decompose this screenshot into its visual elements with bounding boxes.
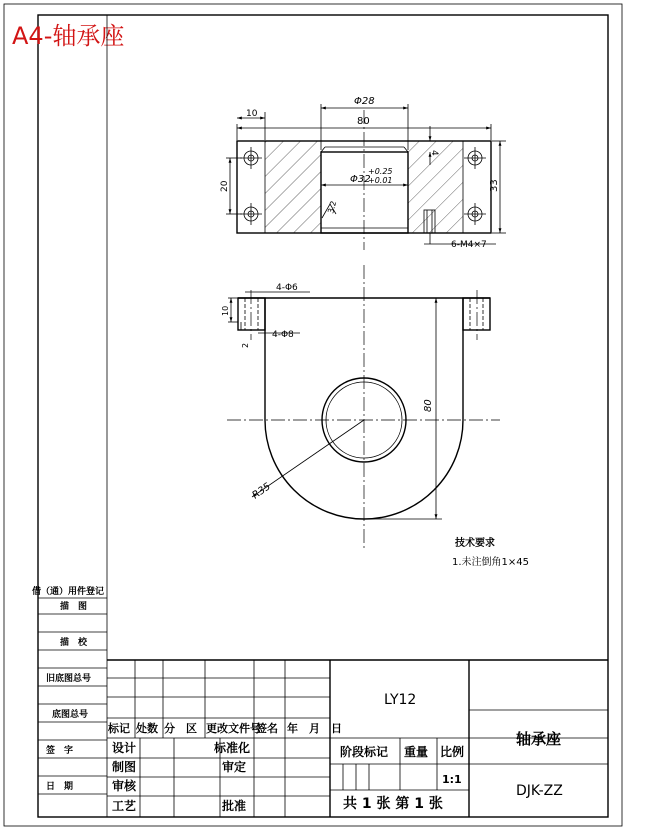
strip-row-sign: 签 字 — [46, 746, 74, 756]
part-name: 轴承座 — [516, 730, 562, 748]
role-draw: 制图 — [112, 760, 137, 774]
dim-w80: 80 — [357, 116, 370, 127]
rev-hdr-date: 年 月 日 — [287, 722, 342, 735]
material: LY12 — [384, 692, 417, 708]
left-binding-strip — [32, 15, 107, 817]
rev-hdr-zone: 分 区 — [164, 722, 197, 735]
dim-w10: 10 — [246, 109, 258, 119]
dim-side2: 2 — [241, 342, 250, 348]
dim-thread: 6-M4×7 — [451, 240, 487, 250]
strip-row-date: 日 期 — [46, 782, 74, 792]
rev-hdr-count: 处数 — [136, 722, 158, 735]
approve-label: 批准 — [222, 799, 247, 813]
stage-hdr: 阶段标记 — [340, 745, 389, 759]
std-label: 标准化 — [214, 741, 251, 755]
rev-hdr-doc: 更改文件号 — [206, 722, 261, 735]
rev-hdr-sign: 签名 — [256, 722, 278, 735]
dim-holes6: 4-Φ6 — [276, 283, 298, 293]
strip-row-trace-check: 描 校 — [60, 638, 88, 648]
title-block — [107, 660, 608, 817]
sheet-title: A4-轴承座 — [12, 22, 125, 50]
weight-hdr: 重量 — [404, 745, 429, 759]
strip-row-trace: 描 图 — [60, 602, 88, 612]
drawing-no: DJK-ZZ — [516, 783, 563, 799]
dim-holes8: 4-Φ8 — [272, 330, 294, 340]
strip-caption: 借（通）用件登记 — [32, 587, 105, 597]
dim-h80: 80 — [423, 399, 434, 412]
check-label: 审定 — [222, 760, 247, 774]
role-review: 审核 — [112, 779, 137, 793]
dim-h20: 20 — [220, 180, 230, 192]
strip-row-old-no: 旧底图总号 — [46, 674, 92, 684]
dim-r35: R35 — [250, 481, 273, 502]
rev-hdr-mark: 标记 — [108, 722, 130, 735]
sheet-info: 共 1 张 第 1 张 — [343, 796, 443, 812]
dim-h4: 4 — [429, 150, 439, 156]
role-process: 工艺 — [112, 799, 137, 813]
dim-h33: 33 — [489, 179, 500, 192]
dim-d28: Φ28 — [354, 96, 375, 107]
outer-frame — [4, 4, 622, 826]
roughness-mark: 3.2 — [326, 199, 339, 215]
scale-hdr: 比例 — [440, 745, 465, 759]
dim-tol-lower: +0.01 — [368, 176, 393, 185]
front-view — [227, 265, 500, 550]
dim-bore: Φ32 — [350, 174, 371, 185]
scale-value: 1:1 — [442, 773, 462, 786]
role-design: 设计 — [112, 741, 137, 755]
dim-tol-upper: +0.25 — [368, 167, 393, 176]
strip-row-base-no: 底图总号 — [52, 710, 89, 720]
dim-side10: 10 — [221, 305, 230, 316]
notes-heading: 技术要求 — [455, 538, 495, 549]
notes-line1: 1.未注倒角1×45 — [452, 557, 530, 568]
